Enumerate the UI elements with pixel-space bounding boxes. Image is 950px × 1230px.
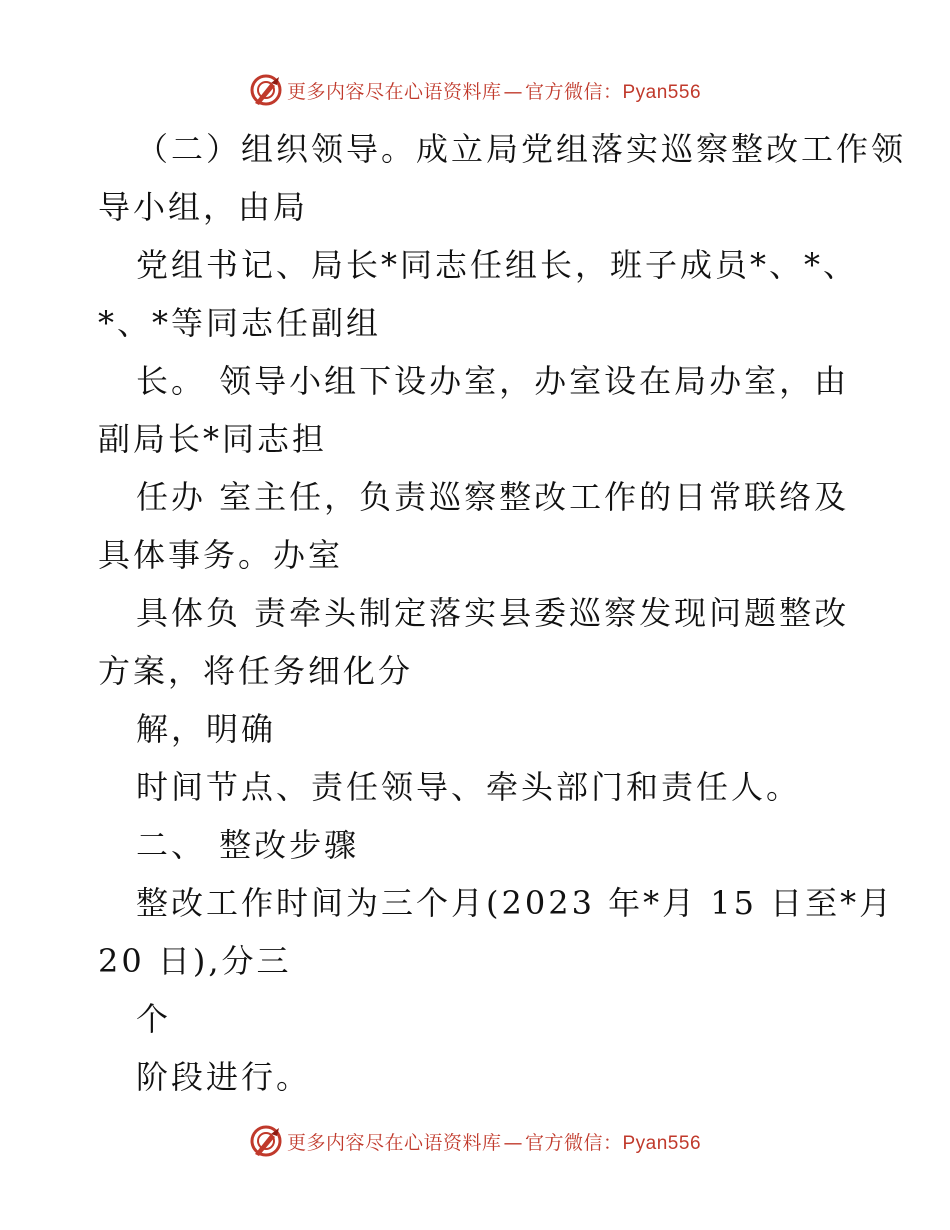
watermark-dash: — — [503, 1131, 523, 1154]
watermark-wechat-label: 官方微信： — [524, 1131, 623, 1154]
text-line: （二）组织领导。成立局党组落实巡察整改工作领 — [136, 130, 907, 168]
text-line: 整改工作时间为三个月(2023 年*月 15 日至*月 — [136, 884, 895, 922]
watermark-wechat-id: Pyan556 — [622, 1132, 702, 1154]
text-line: 副局长*同志担 — [98, 420, 328, 458]
text-line: 任办 室主任，负责巡察整改工作的日常联络及 — [136, 478, 850, 516]
watermark-dash: — — [503, 80, 523, 103]
watermark-text — [287, 1128, 701, 1155]
pen-logo-icon — [249, 73, 283, 107]
section-heading: 二、 整改步骤 — [136, 826, 360, 864]
text-line: 具体事务。办室 — [98, 536, 344, 574]
footer-watermark — [0, 1119, 950, 1163]
watermark-wechat-id: Pyan556 — [622, 81, 702, 103]
watermark-text — [287, 77, 701, 104]
text-line: 长。 领导小组下设办室，办室设在局办室，由 — [136, 362, 850, 400]
document-body — [98, 120, 907, 1106]
watermark-wechat-label: 官方微信： — [524, 80, 623, 103]
watermark-main: 更多内容尽在心语资料库 — [286, 80, 502, 103]
text-line: 阶段进行。 — [136, 1058, 312, 1096]
header-watermark — [0, 68, 950, 112]
text-line: 方案，将任务细化分 — [98, 652, 414, 690]
text-line: *、*等同志任副组 — [98, 304, 382, 342]
text-line: 党组书记、局长*同志任组长，班子成员*、*、 — [136, 246, 859, 284]
text-line: 时间节点、责任领导、牵头部门和责任人。 — [136, 768, 802, 806]
watermark-main: 更多内容尽在心语资料库 — [286, 1131, 502, 1154]
text-line: 20 日),分三 — [98, 942, 292, 980]
text-line: 个 — [136, 1000, 172, 1038]
text-line: 具体负 责牵头制定落实县委巡察发现问题整改 — [136, 594, 850, 632]
text-line: 解，明确 — [136, 710, 277, 748]
pen-logo-icon — [249, 1124, 283, 1158]
text-line: 导小组，由局 — [98, 188, 309, 226]
